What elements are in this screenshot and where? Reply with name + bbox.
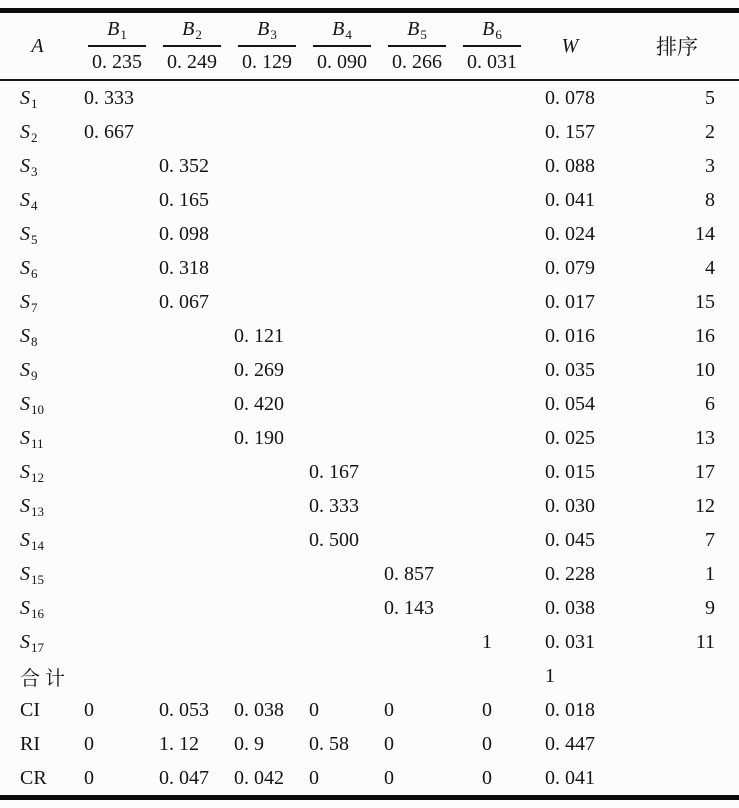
criterion-symbol: $B_6$: [463, 18, 521, 47]
cell-b1: [75, 285, 150, 319]
table-row: [0, 659, 739, 693]
cell-b6: [450, 353, 525, 387]
cell-rank: 7: [705, 528, 715, 551]
cell-b6: 1: [482, 630, 492, 653]
table-row: [0, 80, 739, 115]
cell-b1: [75, 149, 150, 183]
col-header-b3: [225, 13, 300, 80]
cell-rank: 3: [705, 154, 715, 177]
cell-b4: [300, 387, 375, 421]
row-label: $S_{11}$: [20, 426, 44, 451]
cell-rank: [615, 693, 739, 727]
row-label: $S_{12}$: [20, 460, 44, 485]
cell-b4: [300, 557, 375, 591]
cell-b5: 0: [384, 732, 394, 755]
criterion-symbol: $B_5$: [388, 18, 446, 47]
cell-w: 0. 045: [545, 528, 595, 551]
table-row: [0, 591, 739, 625]
cell-w: 0. 024: [545, 222, 595, 245]
table-row: [0, 387, 739, 421]
cell-b5: 0. 857: [384, 562, 434, 585]
cell-b4: [300, 217, 375, 251]
cell-b2: [150, 659, 225, 693]
table-row: [0, 217, 739, 251]
criterion-fraction: [313, 18, 371, 74]
cell-b1: [75, 353, 150, 387]
cell-b2: 0. 067: [159, 290, 209, 313]
cell-b5: [375, 489, 450, 523]
row-label: $S_4$: [20, 188, 38, 213]
cell-b1: 0: [84, 732, 94, 755]
cell-w: 0. 031: [545, 630, 595, 653]
criterion-fraction: [238, 18, 296, 74]
row-label: $S_6$: [20, 256, 38, 281]
cell-b4: [300, 285, 375, 319]
cell-rank: 5: [705, 86, 715, 109]
row-label: $S_8$: [20, 324, 38, 349]
cell-b2: [150, 115, 225, 149]
cell-b1: [75, 387, 150, 421]
table-row: [0, 761, 739, 795]
col-header-w: W: [525, 13, 615, 80]
cell-b5: [375, 387, 450, 421]
cell-b6: [450, 455, 525, 489]
cell-w: 1: [545, 664, 555, 687]
cell-b6: [450, 183, 525, 217]
cell-b4: 0. 167: [309, 460, 359, 483]
cell-b5: [375, 183, 450, 217]
cell-b6: 0: [482, 698, 492, 721]
row-label: $S_7$: [20, 290, 38, 315]
cell-b2: 0. 352: [159, 154, 209, 177]
cell-b2: [150, 80, 225, 115]
cell-b1: [75, 319, 150, 353]
criterion-fraction: [463, 18, 521, 74]
cell-rank: 17: [695, 460, 715, 483]
cell-b3: [225, 251, 300, 285]
table-row: [0, 285, 739, 319]
cell-b6: [450, 149, 525, 183]
cell-rank: 12: [695, 494, 715, 517]
cell-b3: [225, 285, 300, 319]
row-label: CI: [20, 698, 40, 721]
cell-rank: [615, 761, 739, 795]
cell-b2: [150, 523, 225, 557]
data-table: [0, 13, 739, 795]
cell-rank: 1: [705, 562, 715, 585]
cell-w: 0. 447: [545, 732, 595, 755]
table-row: [0, 523, 739, 557]
cell-rank: 10: [695, 358, 715, 381]
cell-b3: [225, 183, 300, 217]
cell-b2: 0. 318: [159, 256, 209, 279]
cell-b1: [75, 217, 150, 251]
cell-b4: 0: [309, 766, 319, 789]
cell-b4: 0. 500: [309, 528, 359, 551]
cell-b3: 0. 420: [234, 392, 284, 415]
cell-b3: [225, 557, 300, 591]
row-label: CR: [20, 766, 47, 789]
cell-b5: [375, 625, 450, 659]
table-row: [0, 727, 739, 761]
criterion-fraction: [388, 18, 446, 74]
ahp-weight-ranking-table: [0, 8, 739, 800]
cell-b4: 0. 58: [309, 732, 349, 755]
table-row: [0, 149, 739, 183]
cell-b3: [225, 115, 300, 149]
cell-w: 0. 030: [545, 494, 595, 517]
cell-w: 0. 078: [545, 86, 595, 109]
col-header-b4: [300, 13, 375, 80]
table-row: [0, 557, 739, 591]
criterion-symbol: $B_4$: [313, 18, 371, 47]
cell-b1: [75, 251, 150, 285]
cell-b2: 1. 12: [159, 732, 199, 755]
cell-b5: [375, 455, 450, 489]
cell-b2: 0. 053: [159, 698, 209, 721]
cell-b5: 0: [384, 766, 394, 789]
header-row: [0, 13, 739, 80]
cell-rank: 6: [705, 392, 715, 415]
cell-b1: [75, 659, 150, 693]
cell-b3: 0. 038: [234, 698, 284, 721]
row-label: $S_{17}$: [20, 630, 44, 655]
cell-rank: 15: [695, 290, 715, 313]
cell-w: 0. 035: [545, 358, 595, 381]
cell-b6: [450, 421, 525, 455]
cell-b5: [375, 80, 450, 115]
table-row: [0, 319, 739, 353]
cell-b2: 0. 165: [159, 188, 209, 211]
cell-b5: [375, 251, 450, 285]
col-header-b2: [150, 13, 225, 80]
cell-b6: [450, 659, 525, 693]
row-label: $S_3$: [20, 154, 38, 179]
criterion-symbol: $B_3$: [238, 18, 296, 47]
row-label: $S_{10}$: [20, 392, 44, 417]
col-header-rank: 排序: [615, 13, 739, 80]
cell-b1: [75, 625, 150, 659]
criterion-weight: 0. 129: [241, 51, 292, 73]
cell-b3: 0. 190: [234, 426, 284, 449]
cell-b2: 0. 047: [159, 766, 209, 789]
cell-b6: [450, 591, 525, 625]
col-header-b1: [75, 13, 150, 80]
cell-b3: [225, 659, 300, 693]
cell-w: 0. 041: [545, 188, 595, 211]
cell-b6: [450, 115, 525, 149]
cell-rank: 16: [695, 324, 715, 347]
cell-b1: [75, 591, 150, 625]
criterion-weight: 0. 090: [316, 51, 367, 73]
table-row: [0, 353, 739, 387]
cell-b5: [375, 353, 450, 387]
cell-b3: [225, 489, 300, 523]
row-label: RI: [20, 732, 40, 755]
cell-rank: [615, 659, 739, 693]
cell-b1: 0. 667: [84, 120, 134, 143]
cell-w: 0. 054: [545, 392, 595, 415]
cell-b4: [300, 591, 375, 625]
cell-b6: [450, 557, 525, 591]
table-row: [0, 455, 739, 489]
cell-b4: [300, 251, 375, 285]
row-label: $S_{16}$: [20, 596, 44, 621]
cell-b2: [150, 591, 225, 625]
cell-b3: 0. 269: [234, 358, 284, 381]
cell-b1: [75, 421, 150, 455]
cell-b1: 0. 333: [84, 86, 134, 109]
table-row: [0, 625, 739, 659]
cell-w: 0. 041: [545, 766, 595, 789]
cell-w: 0. 079: [545, 256, 595, 279]
row-label: $S_{15}$: [20, 562, 44, 587]
cell-rank: 8: [705, 188, 715, 211]
cell-rank: 11: [695, 630, 715, 653]
cell-w: 0. 228: [545, 562, 595, 585]
cell-rank: 2: [705, 120, 715, 143]
cell-b4: [300, 421, 375, 455]
cell-b4: 0: [309, 698, 319, 721]
cell-b4: [300, 625, 375, 659]
cell-b5: [375, 523, 450, 557]
cell-w: 0. 016: [545, 324, 595, 347]
table-row: [0, 421, 739, 455]
cell-b1: [75, 489, 150, 523]
cell-b5: [375, 285, 450, 319]
cell-b6: [450, 217, 525, 251]
cell-b4: 0. 333: [309, 494, 359, 517]
cell-b5: [375, 319, 450, 353]
criterion-weight: 0. 266: [391, 51, 442, 73]
cell-b6: [450, 523, 525, 557]
cell-b2: [150, 489, 225, 523]
cell-b4: [300, 353, 375, 387]
cell-b4: [300, 659, 375, 693]
cell-b2: [150, 455, 225, 489]
cell-b5: 0: [384, 698, 394, 721]
criterion-weight: 0. 249: [166, 51, 217, 73]
cell-b6: [450, 319, 525, 353]
row-label: $S_1$: [20, 86, 38, 111]
row-label: $S_9$: [20, 358, 38, 383]
cell-b6: [450, 387, 525, 421]
cell-b4: [300, 319, 375, 353]
cell-b2: [150, 387, 225, 421]
cell-b3: [225, 625, 300, 659]
cell-b3: [225, 523, 300, 557]
table-row: [0, 489, 739, 523]
col-header-a: A: [0, 13, 75, 80]
criterion-symbol: $B_1$: [88, 18, 146, 47]
row-label: $S_{14}$: [20, 528, 44, 553]
cell-b3: 0. 9: [234, 732, 264, 755]
cell-rank: [615, 727, 739, 761]
cell-b3: [225, 455, 300, 489]
cell-rank: 13: [695, 426, 715, 449]
cell-w: 0. 038: [545, 596, 595, 619]
cell-b3: 0. 042: [234, 766, 284, 789]
cell-b3: [225, 591, 300, 625]
cell-b3: [225, 217, 300, 251]
cell-b6: 0: [482, 732, 492, 755]
row-label: $S_5$: [20, 222, 38, 247]
cell-b4: [300, 80, 375, 115]
cell-b2: [150, 421, 225, 455]
cell-b4: [300, 149, 375, 183]
criterion-fraction: [88, 18, 146, 74]
col-header-b6: [450, 13, 525, 80]
table-row: [0, 693, 739, 727]
criterion-weight: 0. 031: [466, 51, 517, 73]
cell-b2: [150, 319, 225, 353]
cell-b6: [450, 285, 525, 319]
criterion-symbol: $B_2$: [163, 18, 221, 47]
table-row: [0, 115, 739, 149]
cell-b5: [375, 217, 450, 251]
cell-b4: [300, 115, 375, 149]
cell-b5: [375, 421, 450, 455]
cell-b5: [375, 115, 450, 149]
cell-b3: [225, 149, 300, 183]
cell-b5: 0. 143: [384, 596, 434, 619]
cell-b2: 0. 098: [159, 222, 209, 245]
cell-b5: [375, 659, 450, 693]
cell-b2: [150, 625, 225, 659]
cell-b1: [75, 455, 150, 489]
cell-w: 0. 088: [545, 154, 595, 177]
cell-b6: [450, 80, 525, 115]
row-label: $S_2$: [20, 120, 38, 145]
cell-b6: 0: [482, 766, 492, 789]
table-row: [0, 251, 739, 285]
row-label: 合计: [20, 667, 70, 690]
cell-b3: 0. 121: [234, 324, 284, 347]
col-header-b5: [375, 13, 450, 80]
cell-w: 0. 017: [545, 290, 595, 313]
cell-b5: [375, 149, 450, 183]
cell-w: 0. 018: [545, 698, 595, 721]
cell-b6: [450, 251, 525, 285]
cell-b2: [150, 557, 225, 591]
row-label: $S_{13}$: [20, 494, 44, 519]
cell-w: 0. 025: [545, 426, 595, 449]
criterion-weight: 0. 235: [91, 51, 142, 73]
cell-rank: 9: [705, 596, 715, 619]
cell-rank: 14: [695, 222, 715, 245]
cell-b1: 0: [84, 698, 94, 721]
cell-b4: [300, 183, 375, 217]
cell-b6: [450, 489, 525, 523]
table-row: [0, 183, 739, 217]
cell-b1: [75, 523, 150, 557]
cell-b1: [75, 183, 150, 217]
cell-b1: 0: [84, 766, 94, 789]
cell-b2: [150, 353, 225, 387]
cell-b1: [75, 557, 150, 591]
cell-b3: [225, 80, 300, 115]
cell-rank: 4: [705, 256, 715, 279]
cell-w: 0. 015: [545, 460, 595, 483]
criterion-fraction: [163, 18, 221, 74]
cell-w: 0. 157: [545, 120, 595, 143]
